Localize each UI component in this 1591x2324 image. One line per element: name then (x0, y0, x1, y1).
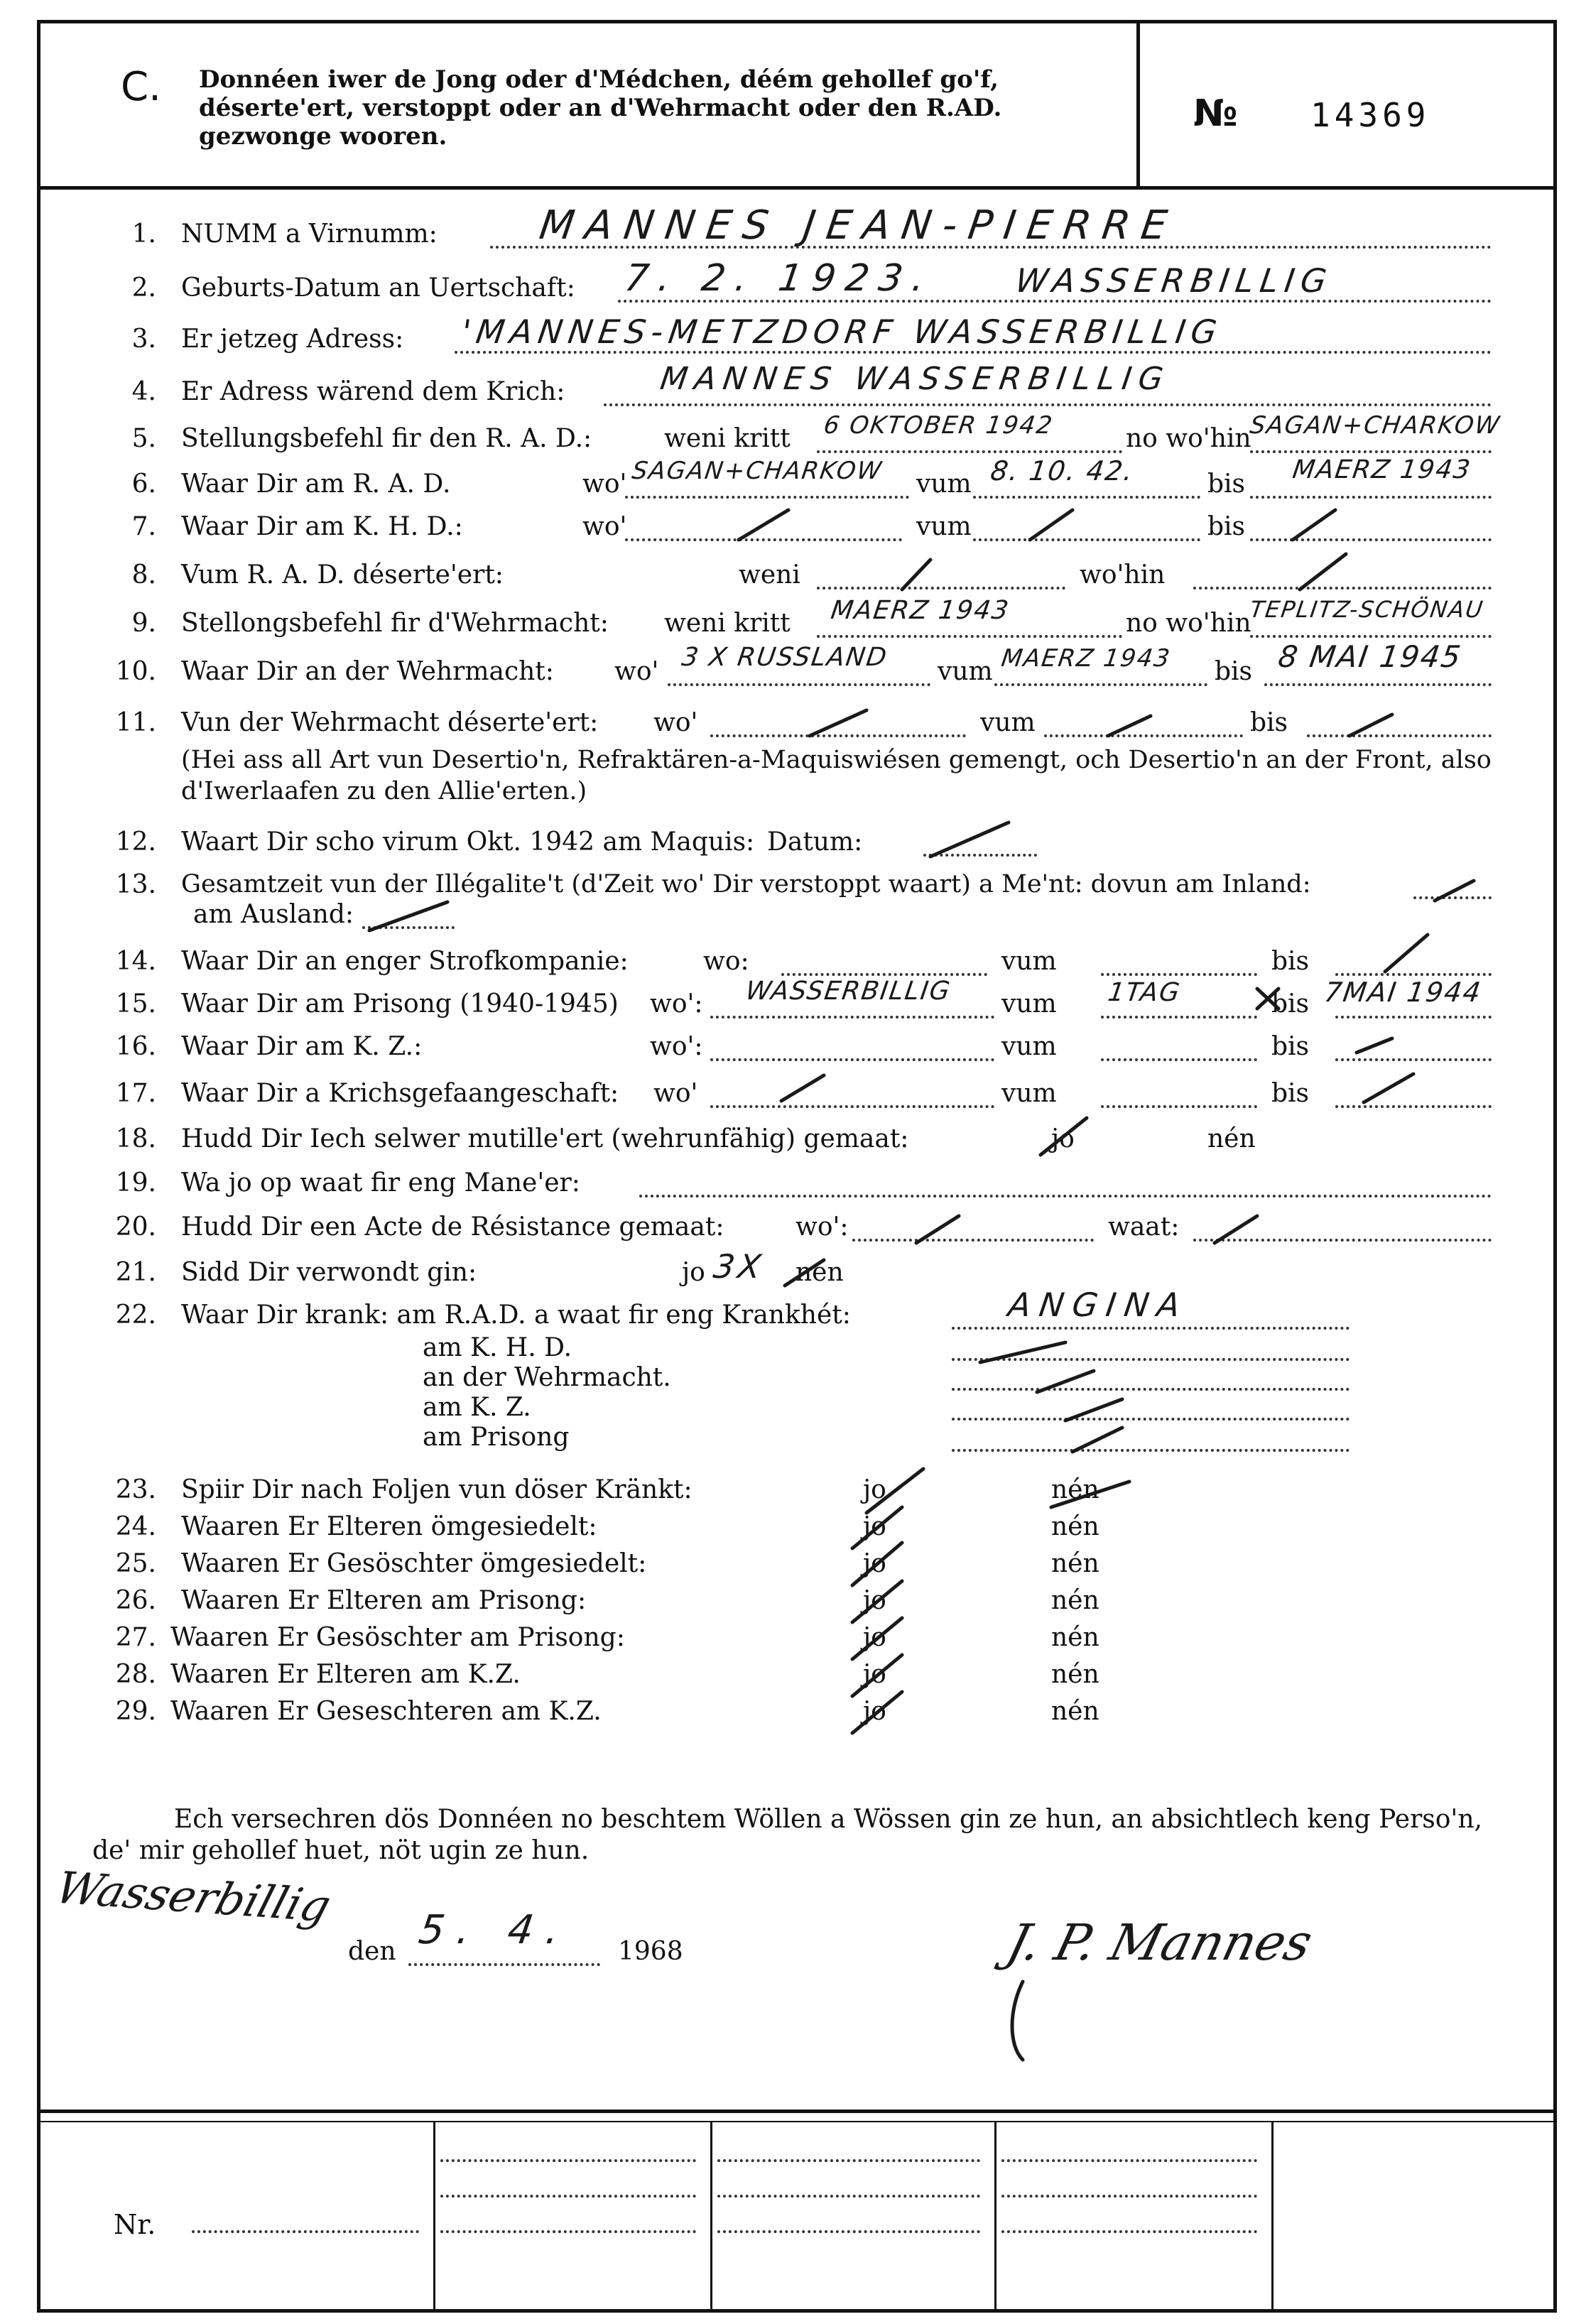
row-7-to-line (1250, 538, 1492, 541)
row-15-to-line (1335, 1016, 1492, 1019)
row-10-number: 10. (115, 657, 156, 686)
row-20-where-label: wo': (796, 1212, 849, 1242)
row-10-where-line (668, 683, 930, 686)
name-field[interactable]: MANNES JEAN-PIERRE (536, 202, 1181, 249)
row-18-yes[interactable]: jo (1051, 1124, 1075, 1153)
row-6-from-line (973, 496, 1200, 499)
row-6-label: Waar Dir am R. A. D. (181, 469, 451, 499)
row-24-label: Waaren Er Elteren ömgesiedelt: (181, 1512, 597, 1541)
signature-date[interactable]: 5. 4. (416, 1907, 575, 1953)
row-10-to-line (1264, 683, 1492, 686)
row-11-to-line (1307, 734, 1492, 737)
signature-den-label: den (348, 1937, 396, 1966)
row-6-to-line (1250, 496, 1492, 499)
row-6-to-label: bis (1207, 469, 1246, 499)
row-16-label: Waar Dir am K. Z.: (181, 1032, 423, 1061)
row-18-no[interactable]: nén (1207, 1124, 1256, 1153)
signature-date-line (408, 1963, 600, 1966)
row-20-where-line (852, 1239, 1094, 1242)
row-9-number: 9. (131, 609, 156, 638)
row-16-from-line (1101, 1058, 1257, 1061)
wehrmacht-from-field[interactable]: MAERZ 1943 (999, 644, 1173, 673)
row-22-sub-wehrmacht: an der Wehrmacht. (423, 1363, 671, 1392)
row-20-what-label: waat: (1108, 1212, 1180, 1242)
row-22-sub-prisong-line (952, 1449, 1350, 1452)
row-19-line (639, 1195, 1492, 1198)
wartime-address-field[interactable]: MANNES WASSERBILLIG (658, 361, 1173, 397)
row-25-number: 25. (115, 1549, 156, 1578)
section-letter: C. (121, 64, 161, 110)
row-13-sub-label: am Ausland: (193, 900, 354, 929)
row-22-label: Waar Dir krank: am R.A.D. a waat fir eng Krankhét: (181, 1301, 851, 1330)
row-14-where-label: wo: (703, 947, 749, 976)
row-21-label: Sidd Dir verwondt gin: (181, 1258, 477, 1287)
form-number: 14369 (1310, 96, 1430, 134)
row-21-count[interactable]: 3X (711, 1247, 767, 1286)
wehrmacht-order-destination-field[interactable]: TEPLITZ-SCHÖNAU (1248, 596, 1486, 623)
row-13-ausland-line (362, 926, 455, 929)
row-22-sub-khd-line (952, 1358, 1350, 1361)
row-27-no[interactable]: nén (1051, 1623, 1099, 1652)
row-11-from-label: vum (980, 708, 1036, 737)
row-27-label: Waaren Er Gesöschter am Prisong: (170, 1623, 625, 1652)
row-16-to-line (1335, 1058, 1492, 1061)
row-17-number: 17. (115, 1079, 156, 1108)
row-17-where-line (710, 1105, 994, 1108)
row-6-where-line (625, 496, 909, 499)
footer-line-5 (717, 2195, 980, 2198)
row-11-number: 11. (115, 708, 156, 737)
row-4-number: 4. (131, 377, 156, 406)
row-26-label: Waaren Er Elteren am Prisong: (181, 1586, 587, 1615)
rad-order-date-field[interactable]: 6 OKTOBER 1942 (822, 411, 1055, 440)
row-8-where-label: wo'hin (1080, 560, 1166, 590)
row-5-when-line (817, 450, 1122, 453)
footer-nr-line (192, 2230, 419, 2233)
row-25-no[interactable]: nén (1051, 1549, 1099, 1578)
row-4-line (604, 403, 1492, 406)
birth-place-field[interactable]: WASSERBILLIG (1013, 261, 1335, 300)
row-15-from-label: vum (1001, 989, 1057, 1019)
row-14-to-label: bis (1271, 947, 1310, 976)
row-29-label: Waaren Er Geseschteren am K.Z. (170, 1697, 602, 1726)
row-25-label: Waaren Er Gesöschter ömgesiedelt: (181, 1549, 647, 1578)
footer-line-1 (440, 2159, 696, 2162)
row-4-label: Er Adress wärend dem Krich: (181, 377, 565, 406)
row-14-from-line (1101, 973, 1257, 976)
row-14-from-label: vum (1001, 947, 1057, 976)
row-11-where-line (710, 734, 966, 737)
row-7-where-line (625, 538, 902, 541)
row-29-yes[interactable]: jo (863, 1697, 886, 1726)
row-19-number: 19. (115, 1168, 156, 1198)
row-23-number: 23. (115, 1475, 156, 1504)
row-9-where-label: no wo'hin (1126, 609, 1251, 638)
footer-line-6 (717, 2230, 980, 2233)
row-8-when-line (817, 587, 1065, 590)
row-23-no[interactable]: nén (1051, 1475, 1099, 1504)
row-9-when-label: weni kritt (664, 609, 791, 638)
row-5-where-line (1250, 450, 1492, 453)
row-16-number: 16. (115, 1032, 156, 1061)
row-28-label: Waaren Er Elteren am K.Z. (170, 1660, 521, 1689)
wehrmacht-to-field[interactable]: 8 MAI 1945 (1276, 639, 1465, 674)
row-11-label: Vun der Wehrmacht déserte'ert: (181, 708, 599, 737)
row-21-no[interactable]: nén (796, 1258, 844, 1287)
rad-order-destination-field[interactable]: SAGAN+CHARKOW (1248, 411, 1503, 440)
row-7-to-label: bis (1207, 512, 1246, 541)
row-21-yes[interactable]: jo (682, 1258, 705, 1287)
row-7-from-label: vum (916, 512, 972, 541)
header-vertical-divider (1136, 20, 1140, 188)
row-23-label: Spiir Dir nach Foljen vun döser Kränkt: (181, 1475, 693, 1504)
row-8-when-label: weni (739, 560, 800, 590)
form-title: Donnéen iwer de Jong oder d'Médchen, déém gehollef go'f, déserte'ert, verstoppt oder an d'Wehrmacht oder den R.AD. gezwonge wooren. (199, 65, 1002, 151)
row-7-from-line (973, 538, 1200, 541)
row-1-label: NUMM a Virnumm: (181, 219, 438, 249)
row-10-from-label: vum (938, 657, 993, 686)
row-7-where-label: wo' (582, 512, 627, 541)
row-27-yes[interactable]: jo (863, 1623, 886, 1652)
row-13-number: 13. (115, 870, 156, 899)
rad-location-field[interactable]: SAGAN+CHARKOW (630, 457, 885, 485)
row-16-from-label: vum (1001, 1032, 1057, 1061)
row-28-no[interactable]: nén (1051, 1660, 1099, 1689)
row-15-where-line (710, 1016, 994, 1019)
row-14-number: 14. (115, 947, 156, 976)
row-28-yes[interactable]: jo (863, 1660, 886, 1689)
footer-col-divider-4 (1271, 2122, 1274, 2311)
row-15-where-label: wo': (650, 989, 703, 1019)
row-12-date-label: Datum: (767, 827, 863, 857)
row-17-to-label: bis (1271, 1079, 1310, 1108)
row-17-from-label: vum (1001, 1079, 1057, 1108)
row-5-number: 5. (131, 424, 156, 453)
rad-from-field[interactable]: 8. 10. 42. (988, 455, 1136, 487)
row-6-from-label: vum (916, 469, 972, 499)
row-24-no[interactable]: nén (1051, 1512, 1099, 1541)
header-divider (37, 186, 1557, 190)
signature-place[interactable]: Wasserbillig (50, 1862, 337, 1932)
row-26-no[interactable]: nén (1051, 1586, 1099, 1615)
row-29-number: 29. (115, 1697, 156, 1726)
row-9-when-line (817, 635, 1122, 638)
row-3-number: 3. (131, 325, 156, 354)
row-13-label: Gesamtzeit vun der Illégalite't (d'Zeit wo' Dir verstoppt waart) a Me'nt: dovun am Inland: (181, 870, 1311, 898)
signature: J. P. Mannes (1001, 1913, 1318, 1972)
row-23-yes[interactable]: jo (863, 1475, 886, 1504)
row-2-label: Geburts-Datum an Uertschaft: (181, 273, 575, 303)
row-2-number: 2. (131, 273, 156, 303)
row-18-label: Hudd Dir Iech selwer mutille'ert (wehrunfähig) gemaat: (181, 1124, 909, 1153)
row-12-date-line (923, 854, 1037, 857)
row-10-to-label: bis (1215, 657, 1253, 686)
row-22-sub-prisong: am Prisong (423, 1423, 570, 1452)
row-2-line (618, 300, 1492, 303)
row-22-sub-kz-line (952, 1418, 1350, 1421)
wehrmacht-location-field[interactable]: 3 X RUSSLAND (680, 643, 890, 672)
row-13-inland-line (1413, 896, 1492, 899)
row-11-to-label: bis (1250, 708, 1288, 737)
row-17-label: Waar Dir a Krichsgefaangeschaft: (181, 1079, 619, 1108)
row-10-from-line (994, 683, 1207, 686)
row-16-where-label: wo': (650, 1032, 703, 1061)
row-14-label: Waar Dir an enger Strofkompanie: (181, 947, 629, 976)
row-5-where-label: no wo'hin (1126, 424, 1251, 453)
row-15-to-label: bis (1271, 989, 1310, 1019)
row-5-when-label: weni kritt (664, 424, 791, 453)
row-22-number: 22. (115, 1301, 156, 1330)
footer-col-divider-1 (433, 2122, 435, 2311)
row-26-number: 26. (115, 1586, 156, 1615)
row-6-where-label: wo' (582, 469, 627, 499)
row-20-what-line (1193, 1239, 1492, 1242)
row-3-label: Er jetzeg Adress: (181, 325, 404, 354)
footer-nr-label: Nr. (114, 2209, 156, 2240)
row-22-sub-wehrmacht-line (952, 1388, 1350, 1391)
signature-year: 1968 (618, 1937, 683, 1966)
row-7-label: Waar Dir am K. H. D.: (181, 512, 463, 541)
row-15-number: 15. (115, 989, 156, 1019)
row-8-label: Vum R. A. D. déserte'ert: (181, 560, 504, 590)
row-20-number: 20. (115, 1212, 156, 1242)
row-16-where-line (710, 1058, 994, 1061)
prison-to-field[interactable]: 7MAI 1944 (1322, 977, 1484, 1008)
prison-from-field[interactable]: 1TAG (1106, 978, 1183, 1007)
row-29-no[interactable]: nén (1051, 1697, 1099, 1726)
footer-line-8 (1001, 2195, 1257, 2198)
footer-divider-top (37, 2109, 1557, 2113)
row-3-line (455, 351, 1492, 354)
footer-col-divider-3 (994, 2122, 997, 2311)
row-20-label: Hudd Dir een Acte de Résistance gemaat: (181, 1212, 724, 1242)
row-25-yes[interactable]: jo (863, 1549, 886, 1578)
row-1-number: 1. (131, 219, 156, 249)
row-22-line (952, 1327, 1350, 1330)
row-17-from-line (1101, 1105, 1257, 1108)
row-21-number: 21. (115, 1258, 156, 1287)
row-8-where-line (1193, 587, 1492, 590)
footer-line-9 (1001, 2230, 1257, 2233)
birth-date-field[interactable]: 7. 2. 1923. (621, 257, 938, 300)
row-11-where-label: wo' (653, 708, 698, 737)
wehrmacht-order-date-field[interactable]: MAERZ 1943 (829, 596, 1012, 625)
row-11-note: (Hei ass all Art vun Desertio'n, Refraktären-a-Maquiswiésen gemengt, och Desertio'n an der Front, also d'Iwerlaafen zu den Allie'erten.) (181, 746, 1492, 805)
row-26-yes[interactable]: jo (863, 1586, 886, 1615)
footer-line-4 (717, 2159, 980, 2162)
row-16-to-label: bis (1271, 1032, 1310, 1061)
row-10-label: Waar Dir an der Wehrmacht: (181, 657, 554, 686)
row-15-from-line (1101, 1016, 1257, 1019)
footer-line-2 (440, 2195, 696, 2198)
row-9-label: Stellongsbefehl fir d'Wehrmacht: (181, 609, 609, 638)
row-18-number: 18. (115, 1124, 156, 1153)
row-9-where-line (1250, 635, 1492, 638)
row-10-where-label: wo' (614, 657, 659, 686)
row-24-number: 24. (115, 1512, 156, 1541)
row-11-from-line (1044, 734, 1243, 737)
prison-location-field[interactable]: WASSERBILLIG (744, 977, 953, 1006)
row-22-sub-kz: am K. Z. (423, 1393, 531, 1422)
footer-line-3 (440, 2230, 696, 2233)
row-8-number: 8. (131, 560, 156, 590)
row-14-where-line (781, 973, 987, 976)
row-7-number: 7. (131, 512, 156, 541)
current-address-field[interactable]: 'MANNES-METZDORF WASSERBILLIG (459, 313, 1225, 351)
row-12-label: Waart Dir scho virum Okt. 1942 am Maquis: (181, 827, 755, 857)
declaration-text: Ech versechren dös Donnéen no beschtem Wöllen a Wössen gin ze hun, an absichtlech keng Perso'n, de' mir gehollef huet, nöt ugin ze hun. (92, 1805, 1482, 1865)
row-14-to-line (1335, 973, 1492, 976)
row-22-sub-khd: am K. H. D. (423, 1333, 572, 1362)
row-24-yes[interactable]: jo (863, 1512, 886, 1541)
footer-line-7 (1001, 2159, 1257, 2162)
row-17-to-line (1335, 1105, 1492, 1108)
footer-divider-top-thin (37, 2121, 1557, 2122)
footer-col-divider-2 (710, 2122, 712, 2311)
row-17-where-label: wo' (653, 1079, 698, 1108)
number-sign: № (1193, 92, 1238, 135)
row-6-number: 6. (131, 469, 156, 499)
row-5-label: Stellungsbefehl fir den R. A. D.: (181, 424, 592, 453)
row-19-label: Wa jo op waat fir eng Mane'er: (181, 1168, 580, 1198)
illness-field[interactable]: ANGINA (1006, 1286, 1191, 1324)
row-15-label: Waar Dir am Prisong (1940-1945) (181, 989, 619, 1019)
rad-to-field[interactable]: MAERZ 1943 (1291, 455, 1474, 484)
row-12-number: 12. (115, 827, 156, 857)
row-28-number: 28. (115, 1660, 156, 1689)
row-27-number: 27. (115, 1623, 156, 1652)
